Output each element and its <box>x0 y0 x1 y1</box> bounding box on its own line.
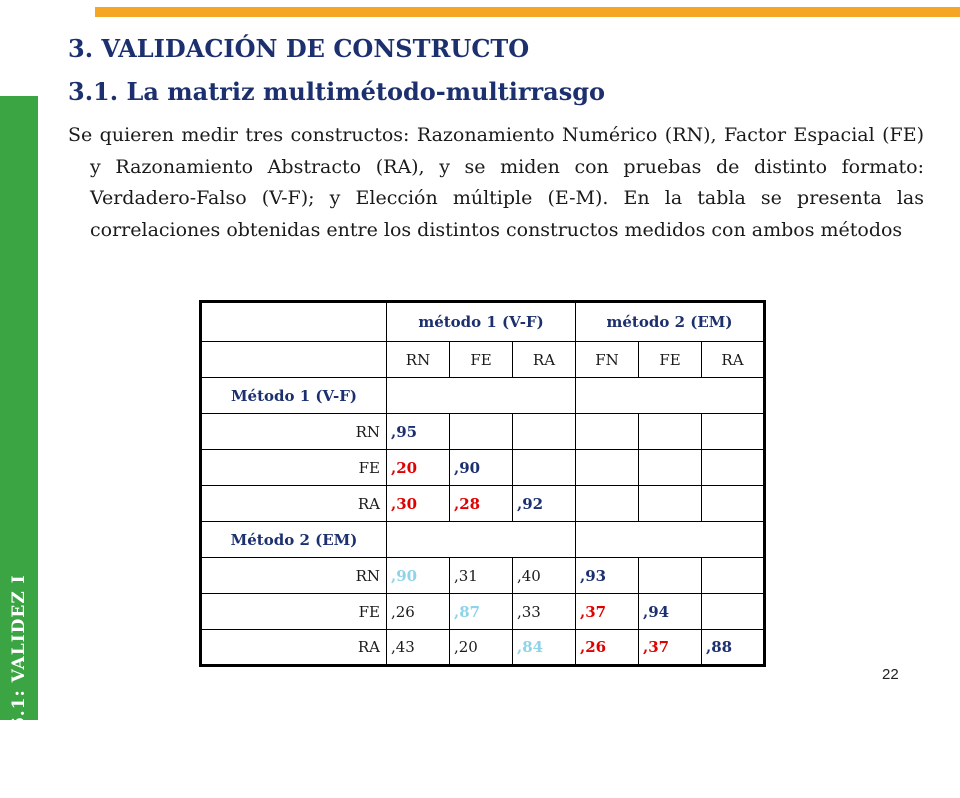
table-cell <box>576 414 639 450</box>
table-cell: ,37 <box>639 630 702 666</box>
subheader-cell: RN <box>387 342 450 378</box>
table-row <box>201 558 765 594</box>
row-label: RA <box>201 630 387 666</box>
header-method-1: método 1 (V-F) <box>387 302 576 342</box>
corner-cell <box>201 342 387 378</box>
table-cell <box>639 450 702 486</box>
slide-subtitle: 3.1. La matriz multimétodo-multirrasgo <box>68 77 605 106</box>
table-cell: ,37 <box>576 594 639 630</box>
table-cell: ,84 <box>513 630 576 666</box>
table-cell: ,90 <box>387 558 450 594</box>
table-cell <box>702 414 765 450</box>
table-cell <box>702 558 765 594</box>
table-cell <box>576 486 639 522</box>
row-label: RA <box>201 486 387 522</box>
section-spacer <box>576 522 765 558</box>
table-cell: ,26 <box>387 594 450 630</box>
page-number: 22 <box>882 666 899 683</box>
section-spacer <box>387 522 576 558</box>
intro-text: Se quieren medir tres constructos: Razonamiento Numérico (RN), Factor Espacial (FE) y Razonamiento Abstracto (RA), y se miden con pruebas de distinto formato: Verdadero-Falso (V-F); y Elección múltiple (E-M). En la tabla se presenta las correlaciones obtenidas entre los distintos constructos medidos con ambos métodos <box>68 124 924 241</box>
table-row <box>201 486 765 522</box>
row-label: RN <box>201 414 387 450</box>
subheader-cell: FE <box>450 342 513 378</box>
subheader-cell: FE <box>639 342 702 378</box>
table-cell <box>702 486 765 522</box>
top-accent-bar <box>95 7 960 17</box>
side-accent-bar <box>0 96 38 798</box>
row-label: RN <box>201 558 387 594</box>
row-label: FE <box>201 594 387 630</box>
table-subheader-row <box>201 342 765 378</box>
table-row <box>201 630 765 666</box>
table-cell: ,28 <box>450 486 513 522</box>
subheader-cell: RA <box>513 342 576 378</box>
table-cell: ,43 <box>387 630 450 666</box>
table-cell: ,88 <box>702 630 765 666</box>
method-2-section-row <box>201 522 765 558</box>
row-label: FE <box>201 450 387 486</box>
table-cell: ,94 <box>639 594 702 630</box>
multitrait-multimethod-matrix <box>199 300 766 667</box>
section-spacer <box>387 378 576 414</box>
table-cell: ,33 <box>513 594 576 630</box>
subheader-cell: FN <box>576 342 639 378</box>
table-cell: ,31 <box>450 558 513 594</box>
method-2-label: Método 2 (EM) <box>201 522 387 558</box>
table-cell <box>639 486 702 522</box>
table-row <box>201 450 765 486</box>
side-topic-label: TEMA 6.1: VALIDEZ I <box>9 574 29 798</box>
table-cell: ,30 <box>387 486 450 522</box>
table-cell <box>513 414 576 450</box>
corner-cell <box>201 302 387 342</box>
section-spacer <box>576 378 765 414</box>
table-cell: ,87 <box>450 594 513 630</box>
table-row <box>201 414 765 450</box>
method-1-section-row <box>201 378 765 414</box>
header-method-2: método 2 (EM) <box>576 302 765 342</box>
table-cell <box>576 450 639 486</box>
table-cell: ,40 <box>513 558 576 594</box>
slide-title: 3. VALIDACIÓN DE CONSTRUCTO <box>68 34 530 63</box>
table-cell: ,95 <box>387 414 450 450</box>
table-cell: ,20 <box>450 630 513 666</box>
table-cell: ,92 <box>513 486 576 522</box>
table-cell <box>450 414 513 450</box>
table-cell <box>702 594 765 630</box>
table-cell <box>639 414 702 450</box>
table-cell: ,90 <box>450 450 513 486</box>
table-header-row <box>201 302 765 342</box>
table-cell <box>639 558 702 594</box>
table-cell: ,20 <box>387 450 450 486</box>
intro-paragraph <box>68 120 924 246</box>
subheader-cell: RA <box>702 342 765 378</box>
method-1-label: Método 1 (V-F) <box>201 378 387 414</box>
table-cell: ,26 <box>576 630 639 666</box>
table-cell <box>513 450 576 486</box>
table-cell <box>702 450 765 486</box>
table-row <box>201 594 765 630</box>
table-cell: ,93 <box>576 558 639 594</box>
